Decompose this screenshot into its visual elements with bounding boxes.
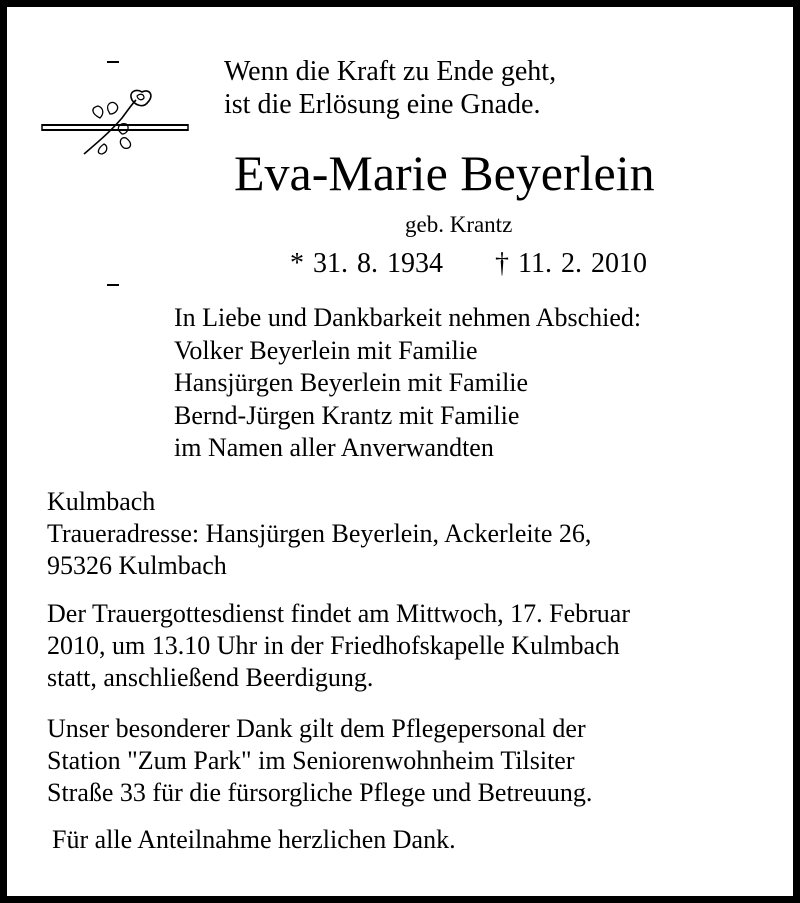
deceased-name: Eva-Marie Beyerlein <box>234 145 655 201</box>
service-line: Der Trauergottesdienst findet am Mittwoch, 17. Februar <box>47 599 630 628</box>
address-line: Kulmbach <box>47 487 156 516</box>
mourner-line: Volker Beyerlein mit Familie <box>174 335 478 365</box>
thanks-line: Station "Zum Park" im Seniorenwohnheim Tilsiter <box>47 746 575 775</box>
birth-symbol: * <box>290 248 304 279</box>
birth-date: 31. 8. 1934 <box>313 248 443 279</box>
death-date: 11. 2. 2010 <box>518 248 647 279</box>
mourners-block <box>174 302 641 465</box>
closing-line: Für alle Anteilnahme herzlichen Dank. <box>52 825 456 854</box>
quote-line: Wenn die Kraft zu Ende geht, <box>224 56 557 87</box>
thanks-note <box>47 713 592 809</box>
maiden-name: geb. Krantz <box>405 212 513 237</box>
death-symbol: † <box>495 248 509 279</box>
quote <box>224 55 556 121</box>
mourner-line: Hansjürgen Beyerlein mit Familie <box>174 368 529 397</box>
mourner-line: Bernd-Jürgen Krantz mit Familie <box>174 400 520 430</box>
address-line: Traueradresse: Hansjürgen Beyerlein, Ackerleite 26, <box>47 519 592 548</box>
life-dates <box>290 250 647 278</box>
mourner-line: In Liebe und Dankbarkeit nehmen Abschied: <box>174 303 642 332</box>
thanks-line: Unser besonderer Dank gilt dem Pflegepersonal der <box>47 714 586 743</box>
service-info <box>47 598 630 694</box>
service-line: statt, anschließend Beerdigung. <box>47 663 374 692</box>
place-address <box>47 486 591 582</box>
quote-line: ist die Erlösung eine Gnade. <box>224 89 541 120</box>
divider-mark <box>107 61 119 63</box>
mourner-line: im Namen aller Anverwandten <box>174 433 494 462</box>
service-line: 2010, um 13.10 Uhr in der Friedhofskapelle Kulmbach <box>47 631 620 660</box>
thanks-line: Straße 33 für die fürsorgliche Pflege und Betreuung. <box>47 778 593 807</box>
address-line: 95326 Kulmbach <box>47 551 227 580</box>
cross-with-rose-icon <box>40 88 190 168</box>
divider-mark <box>107 284 119 286</box>
